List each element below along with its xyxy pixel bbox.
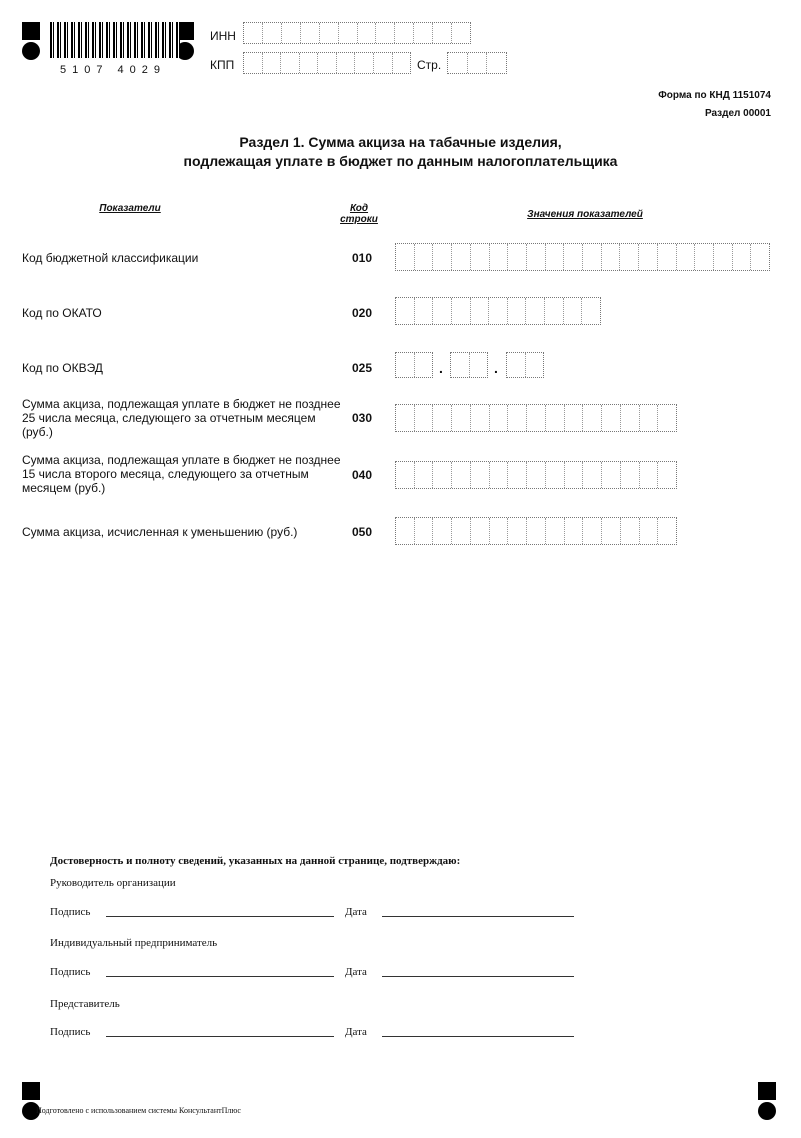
signature-label: Подпись: [50, 966, 91, 978]
page-number-field[interactable]: [447, 52, 507, 74]
corner-marker: [758, 1082, 776, 1100]
excise-due-15-field[interactable]: [395, 461, 677, 489]
row-label: Код по ОКАТО: [22, 306, 102, 320]
kpp-label: КПП: [210, 58, 235, 72]
signature-line[interactable]: [106, 1036, 334, 1037]
section-code: Раздел 00001: [704, 108, 771, 119]
column-header-indicators: Показатели: [99, 203, 161, 214]
okved-field-part-2[interactable]: [450, 352, 488, 378]
row-code: 025: [352, 361, 373, 375]
row-code: 050: [352, 525, 373, 539]
signature-label: Подпись: [50, 1026, 91, 1038]
okved-separator: .: [439, 360, 443, 376]
excise-due-25-field[interactable]: [395, 404, 677, 432]
kbk-field[interactable]: [395, 243, 770, 271]
row-label: Сумма акциза, подлежащая уплате в бюджет не позднее 15 числа второго месяца, следующего за отчетным месяцем (руб.): [22, 453, 341, 495]
row-label: Код бюджетной классификации: [22, 251, 199, 265]
head-of-organization-label: Руководитель организации: [50, 877, 176, 889]
okved-field-part-3[interactable]: [506, 352, 544, 378]
okved-field-part-1[interactable]: [395, 352, 433, 378]
corner-marker: [22, 22, 40, 40]
barcode: [50, 22, 180, 58]
representative-label: Представитель: [50, 998, 120, 1010]
row-code: 030: [352, 411, 373, 425]
row-code: 040: [352, 468, 373, 482]
inn-field[interactable]: [243, 22, 471, 44]
okved-separator: .: [494, 360, 498, 376]
signature-line[interactable]: [106, 976, 334, 977]
section-title-line-2: подлежащая уплате в бюджет по данным налогоплательщика: [183, 153, 618, 169]
column-header-values: Значения показателей: [527, 209, 643, 220]
date-label: Дата: [345, 966, 367, 978]
footer-note: Подготовлено с использованием системы КонсультантПлюс: [36, 1106, 241, 1115]
section-title-line-1: Раздел 1. Сумма акциза на табачные изделия,: [239, 134, 562, 150]
signature-line[interactable]: [106, 916, 334, 917]
date-line[interactable]: [382, 916, 574, 917]
column-header-code: Код строки: [340, 203, 378, 225]
okato-field[interactable]: [395, 297, 601, 325]
entrepreneur-label: Индивидуальный предприниматель: [50, 937, 218, 949]
signature-label: Подпись: [50, 906, 91, 918]
kpp-field[interactable]: [243, 52, 411, 74]
inn-label: ИНН: [210, 29, 236, 43]
confirmation-text: Достоверность и полноту сведений, указанных на данной странице, подтверждаю:: [50, 855, 461, 867]
row-label: Код по ОКВЭД: [22, 361, 103, 375]
row-label: Сумма акциза, исчисленная к уменьшению (руб.): [22, 525, 298, 539]
row-label: Сумма акциза, подлежащая уплате в бюджет не позднее 25 числа месяца, следующего за отчетным месяцем (руб.): [22, 397, 341, 439]
corner-marker: [22, 1082, 40, 1100]
corner-marker: [758, 1102, 776, 1120]
form-code: Форма по КНД 1151074: [658, 90, 771, 101]
date-line[interactable]: [382, 1036, 574, 1037]
date-line[interactable]: [382, 976, 574, 977]
date-label: Дата: [345, 1026, 367, 1038]
date-label: Дата: [345, 906, 367, 918]
row-code: 010: [352, 251, 373, 265]
page-label: Стр.: [417, 58, 442, 72]
row-code: 020: [352, 306, 373, 320]
barcode-number: 5107 4029: [60, 64, 166, 76]
excise-reduction-field[interactable]: [395, 517, 677, 545]
corner-marker: [22, 42, 40, 60]
